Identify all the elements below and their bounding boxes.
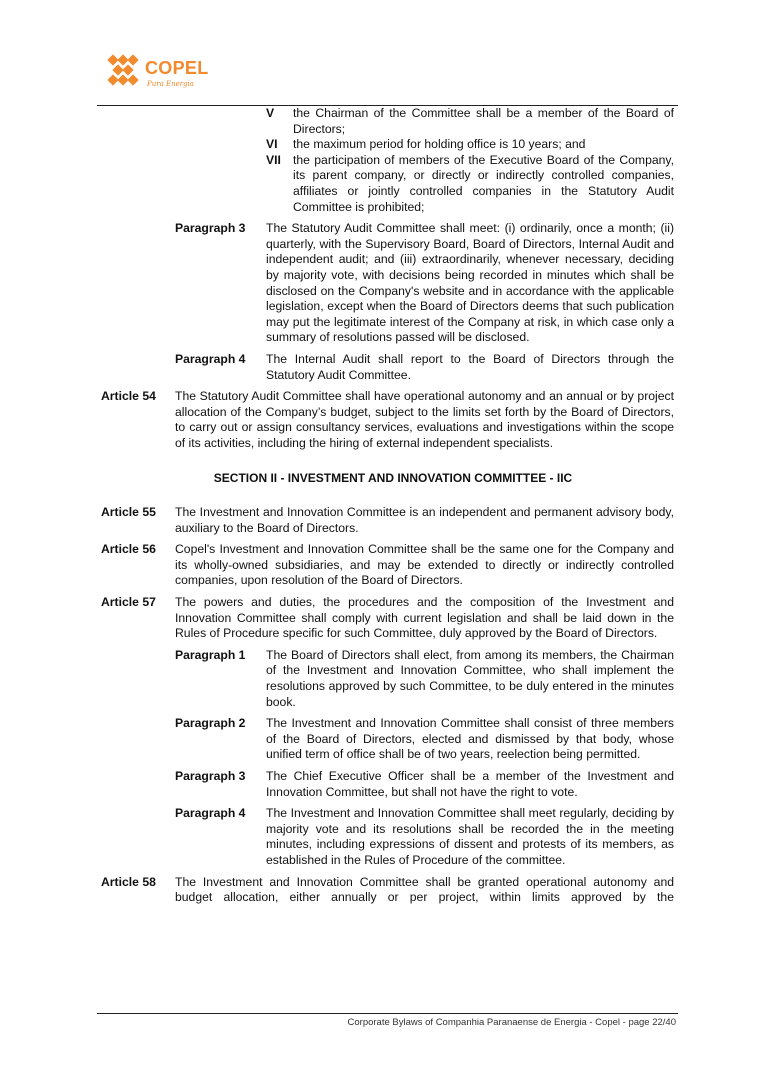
article-label: Article 54 — [101, 389, 156, 404]
logo-wordmark: COPEL — [145, 58, 209, 78]
item-text: the Chairman of the Committee shall be a member of the Board of Directors; — [293, 106, 674, 136]
logo-tagline: Pura Energia — [147, 80, 194, 88]
page-footer: Corporate Bylaws of Companhia Paranaense de Energia - Copel - page 22/40 — [347, 1017, 676, 1028]
paragraph-text: The Investment and Innovation Committee shall meet regularly, deciding by majority vote and its resolutions shall be recorded the in the meeting minutes, including expressions of dissent and protests of its members, as established in the Rules of Procedure of the committee. — [266, 806, 674, 867]
paragraph-label: Paragraph 1 — [175, 647, 246, 662]
item-text: the maximum period for holding office is 10 years; and — [293, 137, 586, 152]
article-54 — [0, 389, 766, 451]
article-label: Article 55 — [101, 505, 156, 520]
paragraph-2-iic — [0, 716, 766, 763]
footer-divider — [97, 1013, 678, 1014]
list-item — [0, 106, 766, 137]
section-title: SECTION II - INVESTMENT AND INNOVATION COMMITTEE - IIC — [213, 471, 573, 486]
paragraph-3-iic — [0, 769, 766, 800]
paragraph-label: Paragraph 3 — [175, 221, 246, 236]
item-number: V — [266, 106, 275, 120]
item-number: VI — [266, 137, 278, 152]
copel-logo — [107, 54, 217, 94]
paragraph-3-audit — [0, 221, 766, 346]
paragraph-label: Paragraph 4 — [175, 351, 246, 366]
article-text: The Investment and Innovation Committee shall be granted operational autonomy and budget allocation, either annually or per project, within limits approved by the — [175, 874, 674, 905]
paragraph-label: Paragraph 3 — [175, 768, 246, 783]
item-number: VII — [266, 152, 281, 167]
paragraph-text: The Chief Executive Officer shall be a member of the Investment and Innovation Committee, but shall not have the right to vote. — [266, 768, 674, 799]
paragraph-label: Paragraph 2 — [175, 716, 246, 731]
list-item — [0, 153, 766, 215]
paragraph-4-iic — [0, 806, 766, 868]
article-label: Article 58 — [101, 874, 156, 889]
paragraph-4-audit — [0, 352, 766, 383]
article-text: The Investment and Innovation Committee is an independent and permanent advisory body, auxiliary to the Board of Directors. — [175, 505, 674, 535]
article-text: The powers and duties, the procedures and the composition of the Investment and Innovation Committee shall comply with current legislation and shall be laid down in the Rules of Procedure specific for such Committee, duly approved by the Board of Directors. — [175, 595, 674, 641]
list-item — [0, 137, 766, 153]
paragraph-text: The Investment and Innovation Committee shall consist of three members of the Board of Directors, elected and dismissed by that body, whose unified term of office shall be of two years, reelection being permitted. — [266, 716, 674, 762]
article-57 — [0, 595, 766, 642]
paragraph-text: The Internal Audit shall report to the Board of Directors through the Statutory Audit Committee. — [266, 351, 674, 382]
article-label: Article 57 — [101, 595, 156, 610]
article-55 — [0, 505, 766, 536]
paragraph-1-iic — [0, 648, 766, 710]
article-text: The Statutory Audit Committee shall have operational autonomy and an annual or by project allocation of the Company’s budget, subject to the limits set forth by the Board of Directors, to carry out or assign consultancy services, evaluations and investigations within the scope of its activities, including the hiring of external independent specialists. — [175, 389, 674, 450]
paragraph-text: The Statutory Audit Committee shall meet: (i) ordinarily, once a month; (ii) quarterly, with the Supervisory Board, Board of Directors, Internal Audit and independent audit; and (iii) extraordinarily, whenever necessary, deciding by majority vote, with decisions being recorded in minutes which shall be disclosed on the Company's website and in accordance with the applicable legislation, except when the Board of Directors deems that such publication may put the legitimate interest of the Company at risk, in which case only a summary of resolutions passed will be disclosed. — [266, 221, 674, 345]
paragraph-text: The Board of Directors shall elect, from among its members, the Chairman of the Investment and Innovation Committee, who shall implement the resolutions approved by such Committee, to be duly entered in the minutes book. — [266, 647, 674, 709]
article-58 — [0, 875, 766, 906]
article-56 — [0, 542, 766, 589]
document-body — [0, 106, 766, 912]
article-label: Article 56 — [101, 542, 156, 557]
item-text: the participation of members of the Executive Board of the Company, its parent company, or directly or indirectly controlled companies, affiliates or jointly controlled companies in the Statutory Audit Committee is prohibited; — [293, 152, 674, 214]
paragraph-label: Paragraph 4 — [175, 806, 246, 821]
article-text: Copel's Investment and Innovation Committee shall be the same one for the Company and its wholly-owned subsidiaries, and may be extended to directly or indirectly controlled companies, upon resolution of the Board of Directors. — [175, 542, 674, 588]
copel-logo-icon — [107, 54, 141, 86]
